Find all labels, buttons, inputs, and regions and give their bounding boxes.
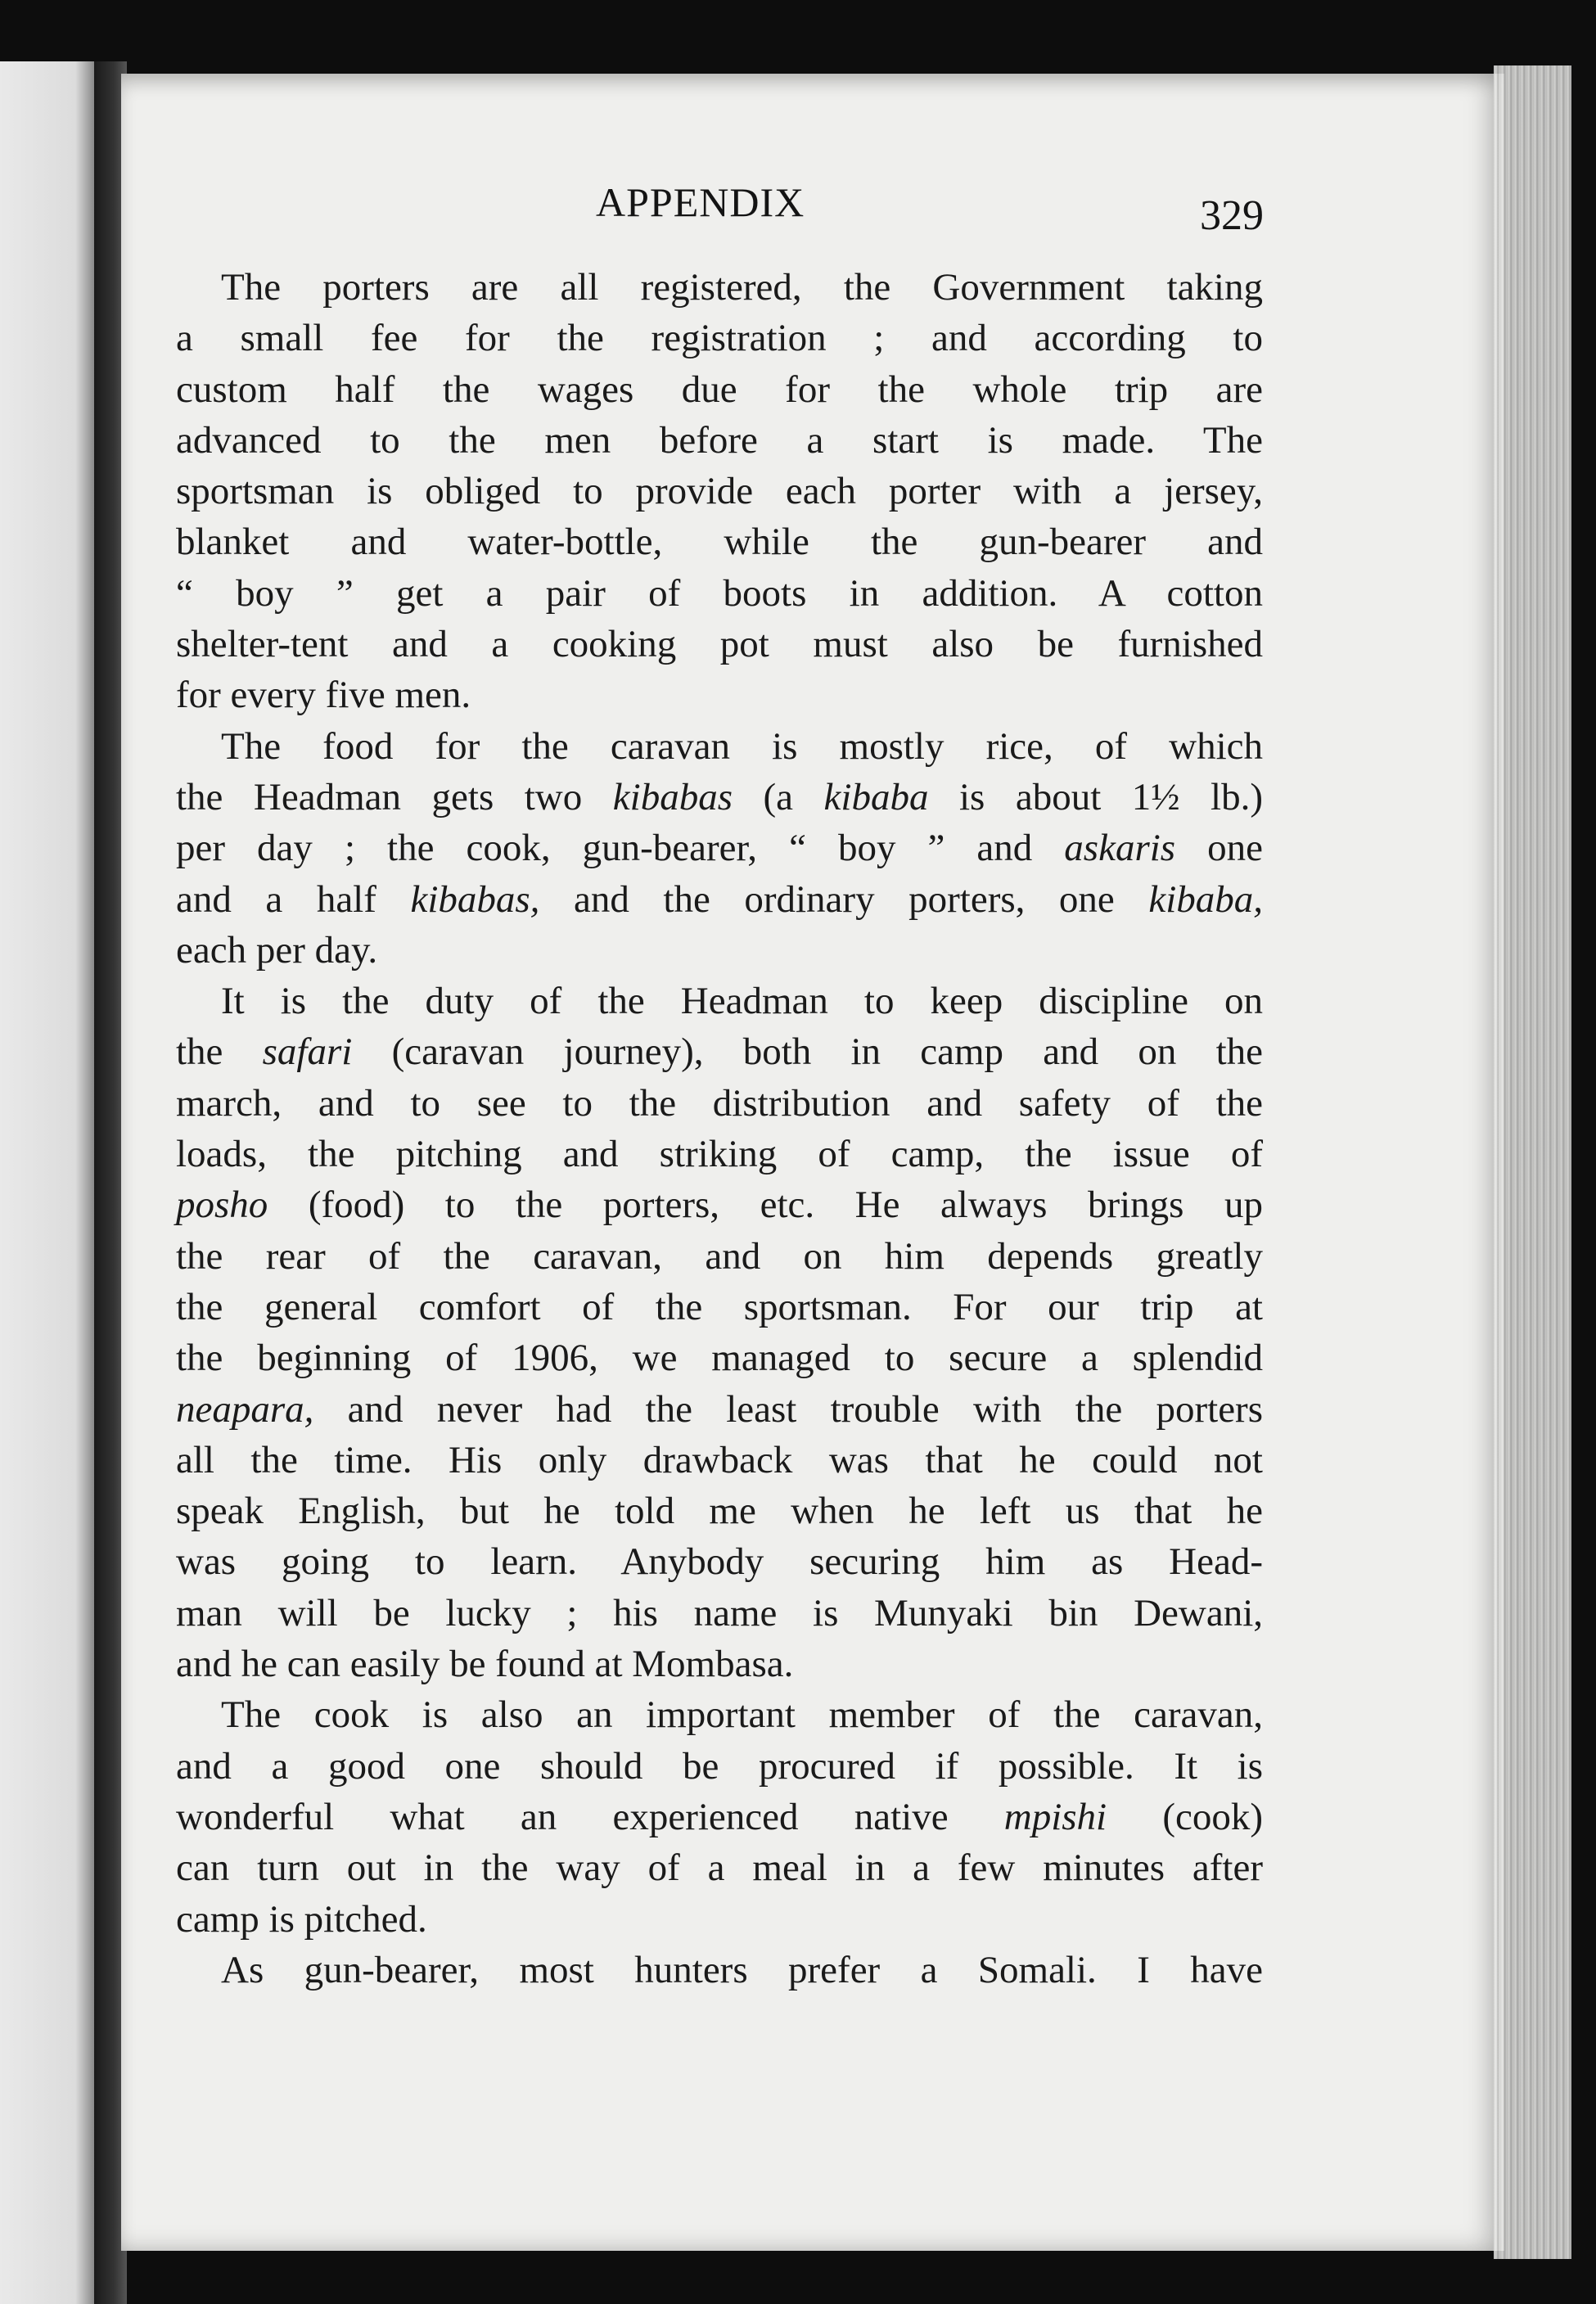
text-segment: (caravan journey), both in camp and on the — [352, 1030, 1263, 1074]
text-line — [176, 1129, 1263, 1179]
text-segment: (a — [733, 775, 824, 818]
text-line — [176, 1435, 1263, 1486]
text-segment: and the ordinary porters, one — [539, 877, 1149, 921]
text-line — [176, 1282, 1263, 1332]
italic-term: kibaba — [823, 775, 929, 818]
text-line — [176, 1741, 1263, 1792]
italic-term: neapara, — [176, 1387, 314, 1431]
text-segment: the — [176, 1030, 263, 1074]
text-segment: The cook is also an important member of the caravan, — [221, 1693, 1263, 1737]
running-head — [121, 178, 1504, 252]
text-segment: one — [1175, 827, 1263, 870]
text-segment: custom half the wages due for the whole trip are — [176, 367, 1263, 411]
text-segment: per day ; the cook, gun-bearer, “ boy ” and — [176, 827, 1065, 870]
text-line — [176, 1179, 1263, 1230]
text-line — [176, 1231, 1263, 1282]
text-line — [176, 1026, 1263, 1077]
text-segment: is about 1½ lb.) — [928, 775, 1264, 818]
text-line — [176, 1894, 1263, 1945]
text-segment: was going to learn. Anybody securing him as Head- — [176, 1540, 1263, 1584]
text-segment: blanket and water-bottle, while the gun-bearer and — [176, 521, 1263, 564]
body-text — [176, 262, 1263, 1995]
text-line — [176, 1536, 1263, 1587]
text-segment: It is the duty of the Headman to keep discipline on — [221, 980, 1263, 1023]
text-segment: sportsman is obliged to provide each porter with a jersey, — [176, 470, 1263, 513]
text-segment: The food for the caravan is mostly rice, of which — [221, 724, 1263, 768]
text-line — [176, 1384, 1263, 1435]
text-segment: camp is pitched. — [176, 1897, 427, 1941]
text-line — [176, 976, 1263, 1026]
text-line — [176, 1639, 1263, 1689]
text-segment: advanced to the men before a start is made. The — [176, 418, 1263, 462]
text-segment: shelter-tent and a cooking pot must also be furnished — [176, 623, 1263, 666]
text-line — [176, 466, 1263, 516]
text-line — [176, 1945, 1263, 1995]
text-line — [176, 721, 1263, 772]
page-title: APPENDIX — [596, 179, 805, 225]
text-line — [176, 1689, 1263, 1740]
text-segment: wonderful what an experienced native — [176, 1795, 1004, 1838]
text-line — [176, 823, 1263, 873]
text-segment: and a good one should be procured if possible. It is — [176, 1744, 1263, 1788]
text-segment: man will be lucky ; his name is Munyaki bin Dewani, — [176, 1591, 1263, 1634]
text-line — [176, 1078, 1263, 1129]
text-line — [176, 1588, 1263, 1639]
text-segment: the rear of the caravan, and on him depends greatly — [176, 1234, 1263, 1278]
text-line — [176, 568, 1263, 619]
text-segment: for every five men. — [176, 674, 471, 717]
text-line — [176, 313, 1263, 363]
facing-page-edge — [0, 61, 94, 2304]
text-segment: The porters are all registered, the Government taking — [221, 266, 1263, 309]
text-segment: the Headman gets two — [176, 775, 613, 818]
text-segment: march, and to see to the distribution and safety of the — [176, 1081, 1263, 1125]
text-segment: and a half — [176, 877, 411, 921]
text-segment: each per day. — [176, 928, 378, 972]
text-line — [176, 925, 1263, 976]
page-stack-edge — [1494, 65, 1571, 2259]
italic-term: mpishi — [1003, 1795, 1107, 1838]
italic-term: askaris — [1064, 827, 1176, 870]
text-line — [176, 1486, 1263, 1536]
text-line — [176, 619, 1263, 670]
text-line — [176, 1792, 1263, 1842]
text-segment: the general comfort of the sportsman. For our trip at — [176, 1285, 1263, 1328]
text-segment: all the time. His only drawback was that he could not — [176, 1438, 1263, 1481]
text-line — [176, 1842, 1263, 1893]
italic-term: safari — [262, 1030, 353, 1074]
page-number: 329 — [1200, 192, 1264, 239]
text-line — [176, 670, 1263, 720]
text-segment: and he can easily be found at Mombasa. — [176, 1643, 794, 1686]
text-line — [176, 772, 1263, 823]
text-line — [176, 874, 1263, 925]
italic-term: kibaba, — [1148, 877, 1264, 921]
text-segment: (cook) — [1107, 1795, 1263, 1838]
text-segment: speak English, but he told me when he left us that he — [176, 1490, 1263, 1533]
text-line — [176, 415, 1263, 466]
text-line — [176, 364, 1263, 415]
text-segment: loads, the pitching and striking of camp, the issue of — [176, 1133, 1263, 1176]
italic-term: posho — [176, 1184, 268, 1227]
italic-term: kibabas, — [410, 877, 540, 921]
text-line — [176, 262, 1263, 313]
text-segment: (food) to the porters, etc. He always brings up — [268, 1184, 1263, 1227]
text-segment: “ boy ” get a pair of boots in addition. A cotton — [176, 571, 1263, 615]
text-segment: can turn out in the way of a meal in a few minutes after — [176, 1846, 1263, 1890]
text-segment: and never had the least trouble with the porters — [313, 1387, 1263, 1431]
text-line — [176, 1332, 1263, 1383]
text-line — [176, 516, 1263, 567]
text-segment: a small fee for the registration ; and according to — [176, 317, 1263, 360]
text-segment: As gun-bearer, most hunters prefer a Somali. I have — [221, 1948, 1263, 1991]
text-segment: the beginning of 1906, we managed to secure a splendid — [176, 1337, 1263, 1380]
italic-term: kibabas — [612, 775, 733, 818]
